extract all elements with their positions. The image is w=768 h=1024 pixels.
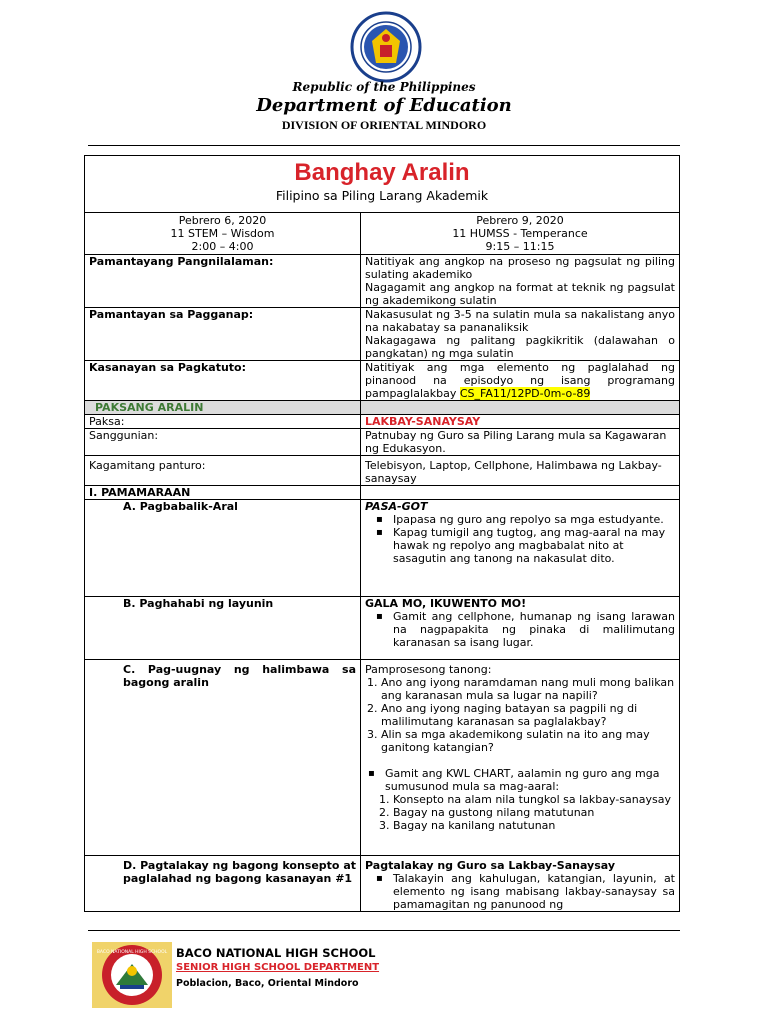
content-standard-line: Nagagamit ang angkop na format at teknik ng pagsulat ng akademikong sulatin [365, 281, 675, 307]
step-b-list [365, 610, 675, 649]
paksa-heading: PAKSANG ARALIN [85, 401, 361, 415]
section-left [85, 213, 361, 255]
skills-text: Natitiyak ang mga elemento ng paglalahad ng pinanood na episodyo ng isang programang pampaglalakbay [365, 361, 675, 400]
step-d-content [361, 856, 680, 912]
department-heading: Department of Education [256, 95, 512, 116]
step-c-intro: Pamprosesong tanong: [365, 663, 492, 676]
list-item: ▪ Ipapasa ng guro ang repolyo sa mga estudyante. [393, 513, 675, 526]
kagamitan-value: Telebisyon, Laptop, Cellphone, Halimbawa ng Lakbay-sanaysay [361, 456, 680, 486]
list-item: 1. Ano ang iyong naramdaman nang muli mong balikan ang karanasan mula sa lugar na napili? [381, 676, 675, 702]
step-b-title: GALA MO, IKUWENTO MO! [365, 597, 527, 610]
section-left-date: Pebrero 6, 2020 [178, 214, 267, 227]
school-logo [90, 940, 174, 1010]
step-b-label: B. Paghahabi ng layunin [85, 597, 361, 660]
paksa-value: LAKBAY-SANAYSAY [361, 415, 680, 429]
section-right [361, 213, 680, 255]
content-standard-value [361, 255, 680, 308]
republic-heading: Republic of the Philippines [292, 80, 476, 94]
step-c-questions [365, 676, 675, 754]
list-item: 2. Ano ang iyong naging batayan sa pagpili ng di malilimutang karanasan sa paglalakbay? [381, 702, 675, 728]
doc-title: Banghay Aralin [294, 159, 470, 186]
sanggunian-value: Patnubay ng Guro sa Piling Larang mula sa Kagawaran ng Edukasyon. [361, 429, 680, 456]
pamamaraan-heading-blank [361, 486, 680, 500]
content-standard-label: Pamantayang Pangnilalaman [89, 255, 269, 268]
step-a-content [361, 500, 680, 597]
school-name: BACO NATIONAL HIGH SCHOOL [176, 946, 376, 960]
step-a-title: PASA-GOT [365, 500, 428, 513]
section-right-time: 9:15 – 11:15 [485, 240, 555, 253]
paksa-label: Paksa: [85, 415, 361, 429]
performance-standard-label-cell: Pamantayan sa Pagganap: [85, 308, 361, 361]
list-item: ▪ Gamit ang cellphone, humanap ng isang larawan na nagpapakita ng pinaka di malilimutang karanasan sa isang lugar. [393, 610, 675, 649]
skills-code: CS_FA11/12PD-0m-o-89 [459, 387, 591, 400]
school-department: SENIOR HIGH SCHOOL DEPARTMENT [176, 962, 380, 973]
section-left-time: 2:00 – 4:00 [191, 240, 254, 253]
performance-standard-value [361, 308, 680, 361]
step-c-label: C. Pag-uugnay ng halimbawa sa bagong aralin [85, 660, 361, 856]
content-standard-line: Natitiyak ang angkop na proseso ng pagsulat ng piling sulating akademiko [365, 255, 675, 281]
list-item: ▪ Kapag tumigil ang tugtog, ang mag-aaral na may hawak ng repolyo ang magbabalat nito at sasagutin ang tanong na nakasulat dito. [393, 526, 675, 565]
section-right-date: Pebrero 9, 2020 [476, 214, 564, 227]
step-c-content [361, 660, 680, 856]
section-left-class: 11 STEM – Wisdom [170, 227, 275, 240]
list-item: 3. Alin sa mga akademikong sulatin na ito ang may ganitong katangian? [381, 728, 675, 754]
school-logo-text: BACO NATIONAL HIGH SCHOOL [96, 950, 168, 955]
content-standard-label-cell: Pamantayang Pangnilalaman: [85, 255, 361, 308]
performance-standard-label: Pamantayan sa Pagganap [89, 308, 249, 321]
school-address: Poblacion, Baco, Oriental Mindoro [176, 978, 359, 989]
list-item: ▪ Talakayin ang kahulugan, katangian, layunin, at elemento ng isang mabisang lakbay-sanaysay sa pamamagitan ng panunood ng [393, 872, 675, 911]
lesson-plan-table [84, 155, 680, 912]
sanggunian-label: Sanggunian: [85, 429, 361, 456]
performance-standard-line: Nakagagawa ng palitang pagkikritik (dalawahan o pangkatan) ng mga sulatin [365, 334, 675, 360]
skills-value [361, 361, 680, 401]
section-right-class: 11 HUMSS - Temperance [452, 227, 588, 240]
step-c-kwl [365, 767, 675, 793]
step-d-label: D. Pagtalakay ng bagong konsepto at paglalahad ng bagong kasanayan #1 [85, 856, 361, 912]
header-divider [88, 145, 680, 146]
step-d-list [365, 872, 675, 911]
deped-seal [350, 11, 422, 83]
step-d-title: Pagtalakay ng Guro sa Lakbay-Sanaysay [365, 859, 616, 872]
step-a-list [365, 513, 675, 565]
kagamitan-label: Kagamitang panturo: [85, 456, 361, 486]
doc-subtitle: Filipino sa Piling Larang Akademik [275, 188, 489, 203]
list-item: ▪ Gamit ang KWL CHART, aalamin ng guro ang mga sumusunod mula sa mag-aaral: [385, 767, 675, 793]
skills-label: Kasanayan sa Pagkatuto: [85, 361, 361, 401]
division-heading: DIVISION OF ORIENTAL MINDORO [281, 118, 487, 132]
kwl-item: 1. Konsepto na alam nila tungkol sa lakbay-sanaysay [379, 793, 671, 806]
kwl-item: 2. Bagay na gustong nilang matutunan [379, 806, 595, 819]
title-cell [85, 156, 680, 213]
step-b-content [361, 597, 680, 660]
pamamaraan-heading: I. PAMAMARAAN [85, 486, 361, 500]
kwl-item: 3. Bagay na kanilang natutunan [379, 819, 556, 832]
performance-standard-line: Nakasusulat ng 3-5 na sulatin mula sa nakalistang anyo na nakabatay sa pananaliksik [365, 308, 675, 334]
step-a-label: A. Pagbabalik-Aral [85, 500, 361, 597]
footer-divider [88, 930, 680, 931]
paksa-heading-blank [361, 401, 680, 415]
